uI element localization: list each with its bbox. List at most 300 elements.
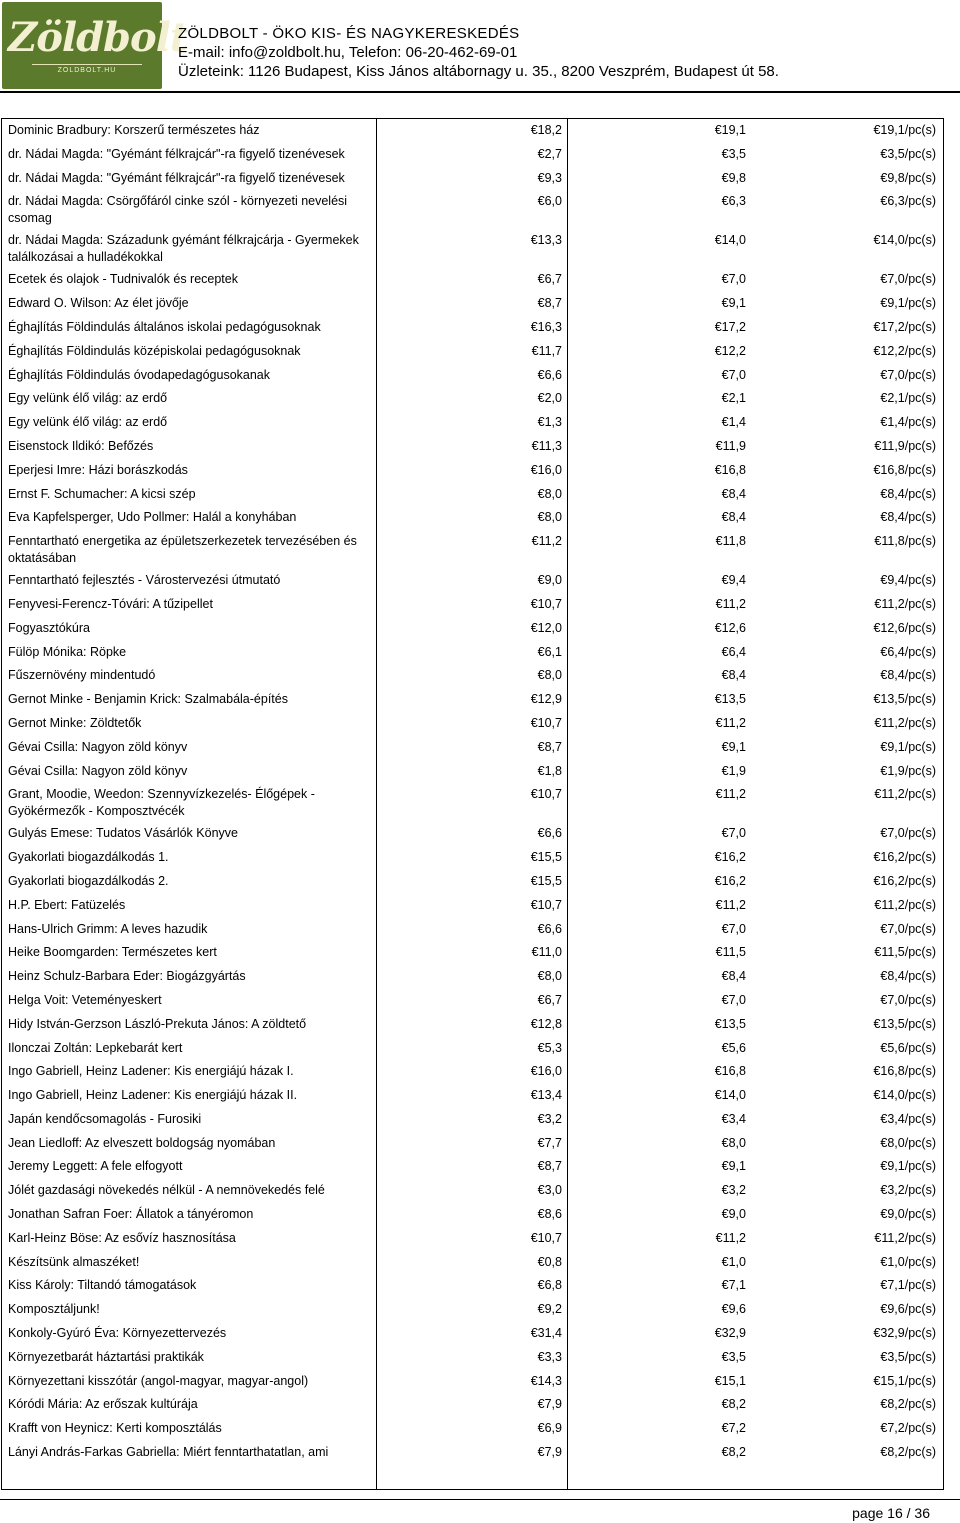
euro-symbol: €	[715, 715, 723, 730]
gross-price-text: 1,0	[728, 1254, 746, 1269]
gross-price-cell	[568, 387, 751, 411]
product-name-cell	[2, 387, 376, 411]
unit-price-cell	[751, 1060, 943, 1084]
euro-symbol: €	[537, 1302, 545, 1317]
product-name-text: Eisenstock Ildikó: Befőzés	[8, 438, 154, 453]
header-divider	[0, 91, 960, 93]
euro-symbol: €	[530, 462, 538, 477]
product-name-text: Lányi András-Farkas Gabriella: Miért fenntarthatatlan, ami	[8, 1445, 329, 1460]
gross-price-cell	[568, 569, 751, 593]
table-row	[2, 870, 943, 894]
product-name-text: Gernot Minke - Benjamin Krick: Szalmabála-építés	[8, 692, 288, 707]
net-price-cell	[376, 641, 568, 665]
product-name-text: Edward O. Wilson: Az élet jövője	[8, 296, 189, 311]
euro-symbol: €	[880, 1278, 888, 1293]
unit-price-cell	[751, 1155, 943, 1179]
unit-price-text: 17,2/pc(s)	[880, 319, 936, 334]
page-number: page 16 / 36	[852, 1505, 930, 1521]
euro-symbol: €	[721, 170, 729, 185]
unit-price-text: 3,2/pc(s)	[887, 1183, 936, 1198]
euro-symbol: €	[721, 992, 729, 1007]
euro-symbol: €	[874, 897, 882, 912]
product-name-cell	[2, 760, 376, 784]
table-row	[2, 822, 943, 846]
product-name-text: Gévai Csilla: Nagyon zöld könyv	[8, 763, 188, 778]
net-price-text: 9,2	[544, 1302, 562, 1317]
table-row	[2, 340, 943, 364]
gross-price-text: 7,0	[728, 992, 746, 1007]
gross-price-text: 3,5	[728, 1349, 746, 1364]
euro-symbol: €	[530, 123, 538, 137]
unit-price-cell	[751, 506, 943, 530]
net-price-text: 8,7	[544, 739, 562, 754]
product-name-cell	[2, 569, 376, 593]
unit-price-cell	[751, 1227, 943, 1251]
euro-symbol: €	[537, 763, 545, 778]
empty-cell	[376, 1465, 568, 1489]
unit-price-text: 11,2/pc(s)	[881, 787, 936, 802]
euro-symbol: €	[714, 1064, 722, 1079]
euro-symbol: €	[880, 1111, 888, 1126]
net-price-cell	[376, 268, 568, 292]
euro-symbol: €	[873, 620, 881, 635]
net-price-cell	[376, 1274, 568, 1298]
net-price-cell	[376, 435, 568, 459]
euro-symbol: €	[714, 343, 722, 358]
unit-price-cell	[751, 1108, 943, 1132]
product-name-cell	[2, 1132, 376, 1156]
product-name-text: Jeremy Leggett: A fele elfogyott	[8, 1159, 183, 1174]
euro-symbol: €	[714, 1016, 722, 1031]
unit-price-text: 2,1/pc(s)	[887, 391, 936, 406]
euro-symbol: €	[721, 1302, 729, 1317]
net-price-cell	[376, 1037, 568, 1061]
table-spacer-row	[2, 1465, 943, 1489]
euro-symbol: €	[715, 438, 723, 453]
net-price-cell	[376, 894, 568, 918]
net-price-text: 6,6	[544, 826, 562, 841]
gross-price-cell	[568, 229, 751, 268]
net-price-text: 6,1	[544, 644, 562, 659]
table-row	[2, 459, 943, 483]
gross-price-text: 7,1	[728, 1278, 746, 1293]
gross-price-cell	[568, 483, 751, 507]
gross-price-cell	[568, 143, 751, 167]
net-price-cell	[376, 760, 568, 784]
product-name-text: Ingo Gabriell, Heinz Ladener: Kis energiájú házak I.	[8, 1064, 294, 1079]
unit-price-cell	[751, 641, 943, 665]
unit-price-text: 12,2/pc(s)	[880, 343, 936, 358]
gross-price-cell	[568, 1274, 751, 1298]
euro-symbol: €	[880, 391, 888, 406]
unit-price-text: 32,9/pc(s)	[880, 1326, 936, 1341]
company-address: Üzleteink: 1126 Budapest, Kiss János altábornagy u. 35., 8200 Veszprém, Budapest út 58.	[178, 63, 779, 80]
product-name-text: Éghajlítás Földindulás középiskolai pedagógusoknak	[8, 343, 301, 358]
gross-price-cell	[568, 664, 751, 688]
net-price-text: 11,2	[538, 534, 562, 549]
product-name-text: H.P. Ebert: Fatüzelés	[8, 897, 126, 912]
euro-symbol: €	[721, 1254, 729, 1269]
logo-wordmark: Zöldbolt	[8, 14, 188, 61]
unit-price-cell	[751, 1274, 943, 1298]
product-name-cell	[2, 1346, 376, 1370]
product-name-cell	[2, 1013, 376, 1037]
euro-symbol: €	[880, 1302, 888, 1317]
euro-symbol: €	[531, 343, 539, 358]
product-name-text: Gévai Csilla: Nagyon zöld könyv	[8, 739, 188, 754]
unit-price-text: 11,2/pc(s)	[881, 1230, 936, 1245]
unit-price-cell	[751, 1417, 943, 1441]
unit-price-text: 11,8/pc(s)	[881, 534, 936, 549]
net-price-text: 6,6	[544, 921, 562, 936]
unit-price-cell	[751, 989, 943, 1013]
gross-price-cell	[568, 1298, 751, 1322]
gross-price-cell	[568, 989, 751, 1013]
net-price-cell	[376, 941, 568, 965]
euro-symbol: €	[880, 1421, 888, 1436]
net-price-cell	[376, 190, 568, 229]
euro-symbol: €	[714, 692, 722, 707]
net-price-cell	[376, 965, 568, 989]
euro-symbol: €	[721, 573, 729, 588]
net-price-cell	[376, 1227, 568, 1251]
net-price-text: 8,0	[544, 668, 562, 683]
product-name-text: Grant, Moodie, Weedon: Szennyvízkezelés- Élőgépek - Gyökérmezők - Komposztvécék	[8, 787, 315, 819]
gross-price-text: 6,3	[728, 194, 746, 209]
euro-symbol: €	[537, 1421, 545, 1436]
product-name-cell	[2, 119, 376, 143]
table-row	[2, 190, 943, 229]
product-name-text: Kiss Károly: Tiltandó támogatások	[8, 1278, 197, 1293]
net-price-cell	[376, 712, 568, 736]
unit-price-text: 11,2/pc(s)	[881, 596, 936, 611]
gross-price-cell	[568, 1132, 751, 1156]
product-name-cell	[2, 268, 376, 292]
gross-price-cell	[568, 688, 751, 712]
unit-price-cell	[751, 664, 943, 688]
unit-price-cell	[751, 411, 943, 435]
euro-symbol: €	[721, 510, 729, 525]
euro-symbol: €	[721, 668, 729, 683]
unit-price-text: 16,8/pc(s)	[880, 462, 936, 477]
euro-symbol: €	[721, 1207, 729, 1222]
product-name-cell	[2, 1441, 376, 1465]
net-price-text: 11,3	[538, 438, 562, 453]
table-row	[2, 506, 943, 530]
gross-price-cell	[568, 1322, 751, 1346]
product-name-cell	[2, 292, 376, 316]
unit-price-cell	[751, 1346, 943, 1370]
net-price-text: 10,7	[537, 1230, 562, 1245]
euro-symbol: €	[880, 921, 888, 936]
euro-symbol: €	[530, 692, 538, 707]
unit-price-text: 16,2/pc(s)	[880, 873, 936, 888]
net-price-text: 12,0	[537, 620, 562, 635]
euro-symbol: €	[714, 319, 722, 334]
net-price-text: 6,7	[544, 272, 562, 287]
unit-price-cell	[751, 364, 943, 388]
euro-symbol: €	[873, 233, 881, 248]
euro-symbol: €	[880, 969, 888, 984]
product-name-text: Fenntartható fejlesztés - Várostervezési útmutató	[8, 573, 281, 588]
table-row	[2, 435, 943, 459]
product-name-text: dr. Nádai Magda: Csörgőfáról cinke szól - környezeti nevelési csomag	[8, 194, 348, 226]
net-price-text: 6,0	[544, 194, 562, 209]
gross-price-cell	[568, 1251, 751, 1275]
net-price-cell	[376, 989, 568, 1013]
euro-symbol: €	[880, 1349, 888, 1364]
unit-price-cell	[751, 435, 943, 459]
product-name-text: Dominic Bradbury: Korszerű természetes ház	[8, 123, 260, 137]
product-name-text: Hans-Ulrich Grimm: A leves hazudik	[8, 921, 208, 936]
net-price-cell	[376, 316, 568, 340]
unit-price-cell	[751, 1037, 943, 1061]
product-name-cell	[2, 459, 376, 483]
gross-price-text: 9,1	[728, 296, 746, 311]
unit-price-cell	[751, 1441, 943, 1465]
gross-price-text: 9,8	[728, 170, 746, 185]
net-price-cell	[376, 364, 568, 388]
euro-symbol: €	[880, 992, 888, 1007]
unit-price-cell	[751, 316, 943, 340]
product-name-text: Hidy István-Gerzson László-Prekuta János: A zöldtető	[8, 1016, 307, 1031]
unit-price-cell	[751, 1084, 943, 1108]
euro-symbol: €	[721, 921, 729, 936]
euro-symbol: €	[880, 668, 888, 683]
product-name-cell	[2, 229, 376, 268]
gross-price-cell	[568, 870, 751, 894]
euro-symbol: €	[874, 945, 882, 960]
net-price-cell	[376, 292, 568, 316]
net-price-text: 10,7	[537, 596, 562, 611]
net-price-text: 13,4	[537, 1088, 562, 1103]
net-price-text: 15,5	[537, 850, 562, 865]
table-row	[2, 268, 943, 292]
euro-symbol: €	[537, 1397, 545, 1412]
unit-price-text: 9,6/pc(s)	[887, 1302, 936, 1317]
unit-price-text: 5,6/pc(s)	[887, 1040, 936, 1055]
table-row	[2, 664, 943, 688]
net-price-text: 1,3	[544, 415, 562, 430]
unit-price-cell	[751, 783, 943, 822]
euro-symbol: €	[530, 897, 538, 912]
net-price-text: 8,0	[544, 969, 562, 984]
net-price-text: 7,9	[544, 1445, 562, 1460]
gross-price-text: 16,2	[721, 850, 746, 865]
net-price-text: 8,7	[544, 296, 562, 311]
euro-symbol: €	[537, 668, 545, 683]
net-price-cell	[376, 1346, 568, 1370]
gross-price-cell	[568, 1060, 751, 1084]
euro-symbol: €	[721, 969, 729, 984]
euro-symbol: €	[537, 1349, 545, 1364]
net-price-cell	[376, 1417, 568, 1441]
net-price-cell	[376, 593, 568, 617]
euro-symbol: €	[721, 644, 729, 659]
product-name-cell	[2, 822, 376, 846]
product-name-cell	[2, 316, 376, 340]
unit-price-text: 6,4/pc(s)	[887, 644, 936, 659]
table-row	[2, 941, 943, 965]
product-name-cell	[2, 736, 376, 760]
table-row	[2, 1346, 943, 1370]
gross-price-cell	[568, 1203, 751, 1227]
gross-price-text: 12,2	[721, 343, 746, 358]
product-name-cell	[2, 870, 376, 894]
unit-price-text: 11,2/pc(s)	[881, 897, 936, 912]
euro-symbol: €	[721, 391, 729, 406]
gross-price-text: 7,0	[728, 826, 746, 841]
net-price-cell	[376, 1013, 568, 1037]
net-price-text: 11,0	[538, 945, 562, 960]
unit-price-text: 13,5/pc(s)	[880, 1016, 936, 1031]
product-name-cell	[2, 1203, 376, 1227]
gross-price-text: 7,0	[728, 272, 746, 287]
euro-symbol: €	[873, 692, 881, 707]
euro-symbol: €	[873, 123, 881, 137]
product-name-text: Gernot Minke: Zöldtetők	[8, 715, 142, 730]
net-price-text: 6,6	[544, 367, 562, 382]
product-name-text: Fogyasztókúra	[8, 620, 90, 635]
gross-price-cell	[568, 1346, 751, 1370]
net-price-text: 3,2	[544, 1111, 562, 1126]
unit-price-text: 8,4/pc(s)	[887, 486, 936, 501]
unit-price-text: 8,4/pc(s)	[887, 510, 936, 525]
unit-price-text: 14,0/pc(s)	[880, 1088, 936, 1103]
net-price-cell	[376, 229, 568, 268]
euro-symbol: €	[721, 272, 729, 287]
euro-symbol: €	[537, 1040, 545, 1055]
product-name-text: Gulyás Emese: Tudatos Vásárlók Könyve	[8, 826, 238, 841]
product-name-text: dr. Nádai Magda: Századunk gyémánt félkrajcárja - Gyermekek találkozásai a hulladékokkal	[8, 233, 359, 265]
gross-price-text: 17,2	[721, 319, 746, 334]
table-row	[2, 846, 943, 870]
unit-price-cell	[751, 229, 943, 268]
euro-symbol: €	[715, 596, 723, 611]
euro-symbol: €	[721, 1397, 729, 1412]
euro-symbol: €	[873, 1016, 881, 1031]
gross-price-cell	[568, 846, 751, 870]
table-row	[2, 1013, 943, 1037]
net-price-text: 3,3	[544, 1349, 562, 1364]
gross-price-cell	[568, 617, 751, 641]
euro-symbol: €	[880, 573, 888, 588]
gross-price-text: 11,2	[722, 787, 746, 802]
gross-price-text: 11,9	[722, 438, 746, 453]
page-header	[0, 0, 960, 94]
unit-price-cell	[751, 340, 943, 364]
gross-price-text: 9,1	[728, 1159, 746, 1174]
unit-price-text: 8,2/pc(s)	[887, 1397, 936, 1412]
euro-symbol: €	[721, 194, 729, 209]
euro-symbol: €	[874, 787, 882, 802]
table-row	[2, 617, 943, 641]
unit-price-text: 7,0/pc(s)	[887, 826, 936, 841]
net-price-cell	[376, 918, 568, 942]
product-name-text: Ingo Gabriell, Heinz Ladener: Kis energiájú házak II.	[8, 1088, 298, 1103]
product-name-cell	[2, 167, 376, 191]
euro-symbol: €	[537, 826, 545, 841]
unit-price-cell	[751, 143, 943, 167]
net-price-cell	[376, 340, 568, 364]
table-row	[2, 1203, 943, 1227]
unit-price-text: 7,0/pc(s)	[887, 921, 936, 936]
product-name-text: Fülöp Mónika: Röpke	[8, 644, 127, 659]
gross-price-text: 11,2	[722, 715, 746, 730]
net-price-cell	[376, 822, 568, 846]
table-row	[2, 530, 943, 569]
euro-symbol: €	[530, 873, 538, 888]
net-price-text: 10,7	[537, 787, 562, 802]
gross-price-cell	[568, 1108, 751, 1132]
net-price-text: 12,9	[537, 692, 562, 707]
euro-symbol: €	[880, 1254, 888, 1269]
product-name-cell	[2, 664, 376, 688]
product-name-cell	[2, 506, 376, 530]
euro-symbol: €	[880, 739, 888, 754]
euro-symbol: €	[721, 1349, 729, 1364]
gross-price-cell	[568, 1393, 751, 1417]
gross-price-cell	[568, 530, 751, 569]
net-price-cell	[376, 167, 568, 191]
unit-price-cell	[751, 1322, 943, 1346]
logo-subtext: ZOLDBOLT.HU	[32, 64, 142, 74]
table-row	[2, 989, 943, 1013]
gross-price-cell	[568, 364, 751, 388]
euro-symbol: €	[721, 1421, 729, 1436]
gross-price-text: 11,2	[722, 897, 746, 912]
euro-symbol: €	[880, 1207, 888, 1222]
table-row	[2, 1393, 943, 1417]
product-name-cell	[2, 530, 376, 569]
net-price-cell	[376, 1203, 568, 1227]
euro-symbol: €	[530, 850, 538, 865]
euro-symbol: €	[537, 969, 545, 984]
net-price-cell	[376, 688, 568, 712]
product-name-cell	[2, 1155, 376, 1179]
euro-symbol: €	[537, 367, 545, 382]
table-row	[2, 760, 943, 784]
euro-symbol: €	[874, 1230, 882, 1245]
product-name-cell	[2, 1298, 376, 1322]
table-row	[2, 1417, 943, 1441]
net-price-cell	[376, 1060, 568, 1084]
unit-price-cell	[751, 918, 943, 942]
euro-symbol: €	[873, 1088, 881, 1103]
unit-price-cell	[751, 965, 943, 989]
product-name-text: Fenntartható energetika az épületszerkezetek tervezésében és oktatásában	[8, 534, 357, 566]
unit-price-cell	[751, 688, 943, 712]
euro-symbol: €	[880, 194, 888, 209]
euro-symbol: €	[537, 1254, 545, 1269]
unit-price-text: 19,1/pc(s)	[880, 123, 936, 137]
gross-price-text: 8,4	[728, 969, 746, 984]
gross-price-text: 9,4	[728, 573, 746, 588]
gross-price-text: 9,0	[728, 1207, 746, 1222]
euro-symbol: €	[537, 1445, 545, 1460]
euro-symbol: €	[880, 1040, 888, 1055]
gross-price-cell	[568, 593, 751, 617]
unit-price-text: 7,2/pc(s)	[887, 1421, 936, 1436]
euro-symbol: €	[880, 1183, 888, 1198]
euro-symbol: €	[537, 415, 545, 430]
product-name-text: Éghajlítás Földindulás általános iskolai pedagógusoknak	[8, 319, 321, 334]
euro-symbol: €	[873, 1373, 881, 1388]
euro-symbol: €	[880, 644, 888, 659]
product-name-text: Éghajlítás Földindulás óvodapedagógusokanak	[8, 367, 270, 382]
euro-symbol: €	[715, 787, 723, 802]
table-row	[2, 965, 943, 989]
